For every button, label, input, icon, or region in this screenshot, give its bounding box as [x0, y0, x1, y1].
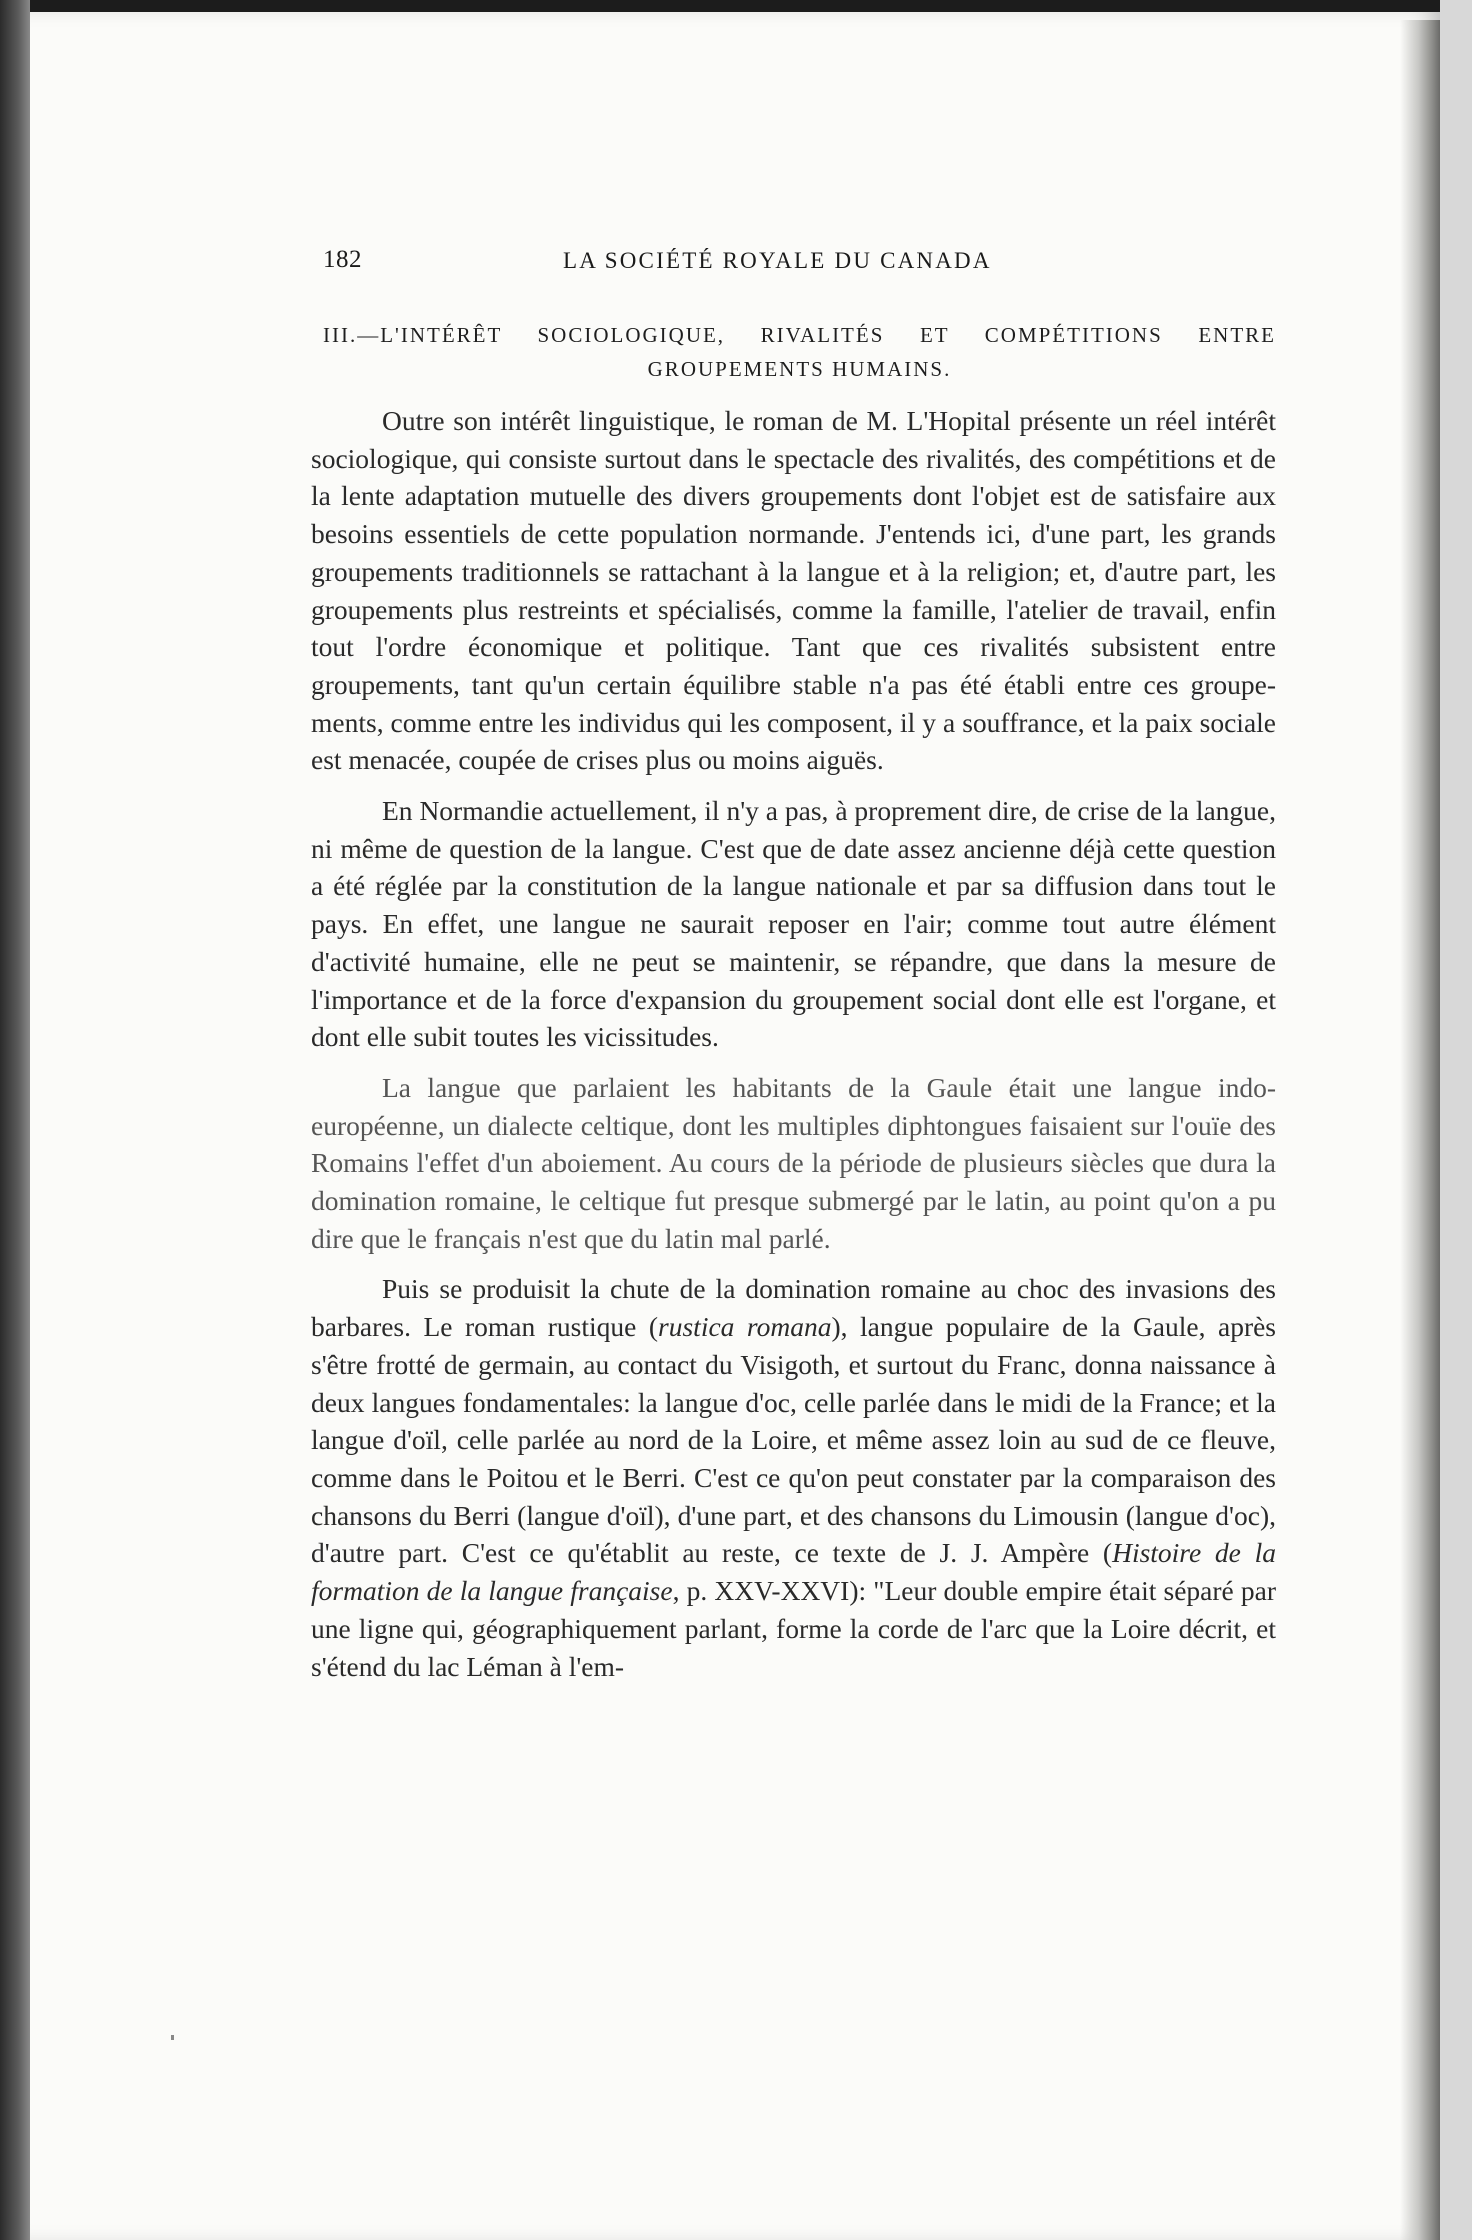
- paragraph-4: [311, 1270, 1276, 1685]
- paragraph-4-text-a: Puis se produisit la chute de la domination romaine au choc des invasions des barbares. Le roman rustique (: [311, 1273, 1276, 1343]
- section-heading: [323, 323, 1276, 391]
- running-title: LA SOCIÉTÉ ROYALE DU CANADA: [563, 248, 992, 273]
- section-heading-line-1: III.—L'INTÉRÊT SOCIOLOGIQUE, RIVALITÉS ET COMPÉTITIONS ENTRE: [323, 323, 1276, 347]
- paragraph-4-text-c: , p. XXV-XXVI): "Leur double empire était séparé par une ligne qui, géographiquement parlant, forme la corde de l'arc que la Loire décrit, et s'étend du lac Léman à l'em-: [311, 1575, 1276, 1682]
- paragraph-2: En Normandie actuellement, il n'y a pas, à proprement dire, de crise de la langue, ni même de question de la langue. C'est que de date assez ancienne déjà cette question a été réglée par la constitution de la langue nationale et par sa diffusion dans tout le pays. En effet, une langue ne saurait reposer en l'air; comme tout autre élément d'activité humaine, elle ne peut se maintenir, se répandre, que dans la mesure de l'importance et de la force d'expansion du groupement social dont elle est l'organe, et dont elle subit toutes les vicissitudes.: [311, 795, 1276, 1053]
- section-heading-line-2: GROUPEMENTS HUMAINS.: [647, 357, 952, 381]
- scan-left-border: [0, 0, 30, 2240]
- paragraph-4-italic-title: Histoire de la formation de la langue française: [311, 1537, 1276, 1607]
- page-header: [323, 246, 1033, 286]
- paragraph-4-text-b: ), langue populaire de la Gaule, après s'être frotté de germain, au contact du Visigoth, et surtout du Franc, donna naissance à deux langues fondamentales: la langue d'oc, celle parlée dans le midi de la France; et la langue d'oïl, celle parlée au nord de la Loire, et même assez loin au sud de ce fleuve, comme dans le Poitou et le Berri. C'est ce qu'on peut constater par la comparaison des chansons du Berri (langue d'oïl), d'une part, et des chansons du Limousin (langue d'oc), d'autre part. C'est ce qu'établit au reste, ce texte de J. J. Ampère (: [311, 1311, 1277, 1569]
- scan-right-border: [1440, 0, 1472, 2240]
- paragraph-3: La langue que parlaient les habitants de la Gaule était une langue indo-européenne, un dialecte celtique, dont les multiples diphtongues faisaient sur l'ouïe des Romains l'effet d'un aboiement. Au cours de la période de plusieurs siècles que dura la domination romaine, le celtique fut presque submergé par le latin, au point qu'on a pu dire que le français n'est que du latin mal parlé.: [311, 1071, 1276, 1254]
- page-number: 182: [323, 246, 362, 273]
- paragraph-1: Outre son intérêt linguistique, le roman de M. L'Hopital présente un réel intérêt sociologique, qui consiste surtout dans le spectacle des rivalités, des compétitions et de la lente adaptation mutuelle des divers groupements dont l'objet est de satisfaire aux besoins essentiels de cette population normande. J'entends ici, d'une part, les grands groupements traditionnels se rattachant à la langue et à la religion; et, d'autre part, les groupements plus restreints et spécialisés, comme la famille, l'atelier de travail, enfin tout l'ordre économique et politique. Tant que ces rivalités subsistent entre groupements, tant qu'un certain équilibre stable n'a pas été établi entre ces groupements, comme entre les individus qui les composent, il y a souffrance, et la paix sociale est menacée, coupée de crises plus ou moins aiguës.: [311, 405, 1276, 776]
- page-binding-shadow: [1400, 20, 1440, 2240]
- body-text: [311, 402, 1276, 1698]
- paragraph-4-italic-rustica: rustica romana: [658, 1311, 832, 1343]
- scan-speck: [171, 2035, 174, 2040]
